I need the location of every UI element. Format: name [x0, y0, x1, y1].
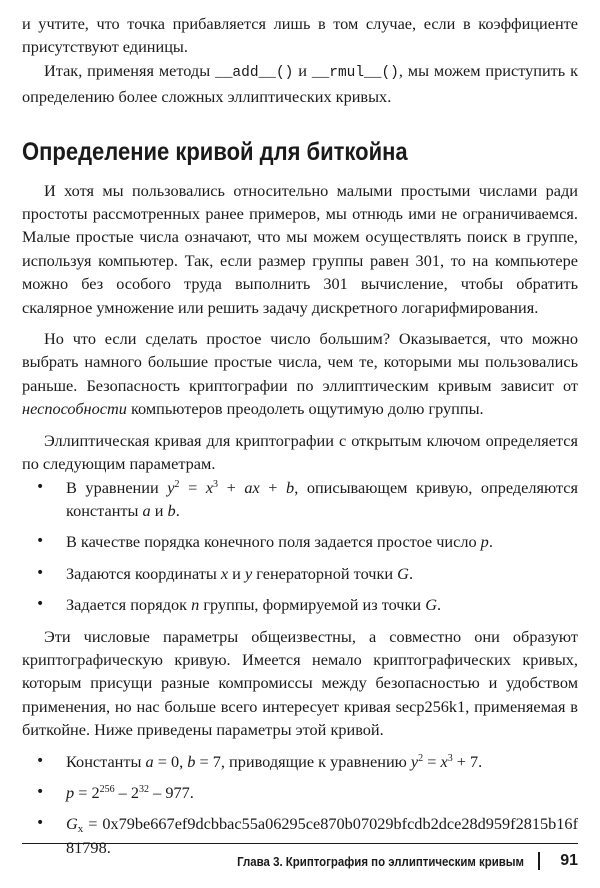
text-run: +: [218, 477, 245, 497]
math-var: a: [142, 500, 151, 520]
page-footer: [22, 852, 578, 870]
page-number: 91: [560, 852, 578, 869]
text-run: .: [488, 532, 493, 552]
text-run: Итак, применяя методы: [44, 60, 216, 80]
emphasis-text: неспособности: [22, 399, 127, 419]
code-add: __add__(): [215, 64, 294, 81]
text-run: =: [179, 477, 206, 497]
math-var: n: [191, 595, 200, 615]
list-item: [22, 593, 578, 616]
text-run: =: [423, 751, 441, 771]
text-run: компьютеров преодолеть ощутимую долю группы.: [126, 399, 484, 419]
math-sup: 256: [99, 783, 115, 795]
math-sup: 3: [447, 752, 453, 764]
section-heading: Определение кривой для биткойна: [22, 137, 408, 166]
paragraph-secp256k1: Эти числовые параметры общеизвестны, а совместно они образуют криптографическую кривую. Имеется немало криптографических кривых, которым присущи разные компромиссы между безопасностью и удобством применения, но нас больше всего интересует кривая secp256k1, применяемая в биткойне. Ниже приведены параметры этой кривой.: [22, 626, 578, 740]
text-run: + 7.: [452, 751, 483, 771]
text-run: , мы можем приступить к определению более сложных эллиптических кривых.: [22, 60, 579, 107]
paragraph-params-intro: Эллиптическая кривая для криптографии с открытым ключом определяется по следующим параметрам.: [22, 430, 578, 474]
paragraph-small-primes: И хотя мы пользовались относительно малыми простыми числами ради простоты рассмотренных ранее примеров, мы отнюдь ими не ограничиваемся. Малые простые числа означают, что мы можем осуществлять поиск в группе, используя компьютер. Так, если размер группы равен 301, то на компьютере можно без особого труда выполнить 301 вычисление, чтобы обратить скалярное умножение или решить задачу дискретного логарифмирования.: [22, 180, 578, 317]
bullet-icon: •: [36, 596, 45, 613]
math-var: b: [187, 751, 196, 771]
math-var: y: [410, 751, 419, 771]
list-item: [22, 562, 578, 585]
text-run: = 2: [74, 782, 100, 802]
paragraph-intro: и учтите, что точка прибавляется лишь в том случае, если в коэффициенте присутствуют единицы.: [22, 14, 578, 57]
math-sup: 3: [213, 478, 219, 490]
curve-params-list: [22, 476, 578, 617]
text-run: – 977.: [149, 782, 194, 802]
bullet-icon: •: [36, 783, 45, 800]
text-run: – 2: [114, 782, 140, 802]
bullet-icon: •: [36, 564, 45, 581]
generator-x-value: = 0x79be667ef9dcbbac55a06295ce870b07029bfcdb2dce28d959f2815b16f81798.: [66, 814, 578, 857]
page-body: [22, 12, 578, 859]
text-run: В качестве порядка конечного поля задается простое число: [66, 532, 481, 552]
list-item: [22, 530, 578, 553]
math-sub: x: [77, 823, 84, 836]
text-run: = 7, приводящие к уравнению: [195, 751, 411, 771]
text-run: и: [293, 60, 312, 80]
list-item: [22, 781, 578, 804]
footer-divider: [22, 843, 578, 844]
math-var: y: [244, 563, 253, 583]
bullet-icon: •: [36, 478, 45, 495]
chapter-title: Глава 3. Криптография по эллиптическим кривым: [237, 853, 524, 869]
text-run: генераторной точки: [252, 563, 398, 583]
text-run: В уравнении: [66, 477, 168, 497]
math-sup: 2: [174, 478, 180, 490]
math-var: p: [480, 532, 489, 552]
paragraph-big-primes: [22, 327, 578, 421]
math-var: b: [167, 500, 176, 520]
math-var: G: [425, 595, 437, 615]
bullet-icon: •: [36, 815, 45, 832]
bullet-icon: •: [36, 533, 45, 550]
text-run: Задаются координаты: [66, 563, 221, 583]
math-sup: 32: [139, 783, 150, 795]
text-run: .: [408, 563, 414, 583]
math-var: G: [397, 563, 409, 583]
math-var: x: [205, 477, 214, 497]
math-var: p: [66, 782, 75, 802]
math-var: x: [440, 751, 448, 771]
text-run: и: [150, 500, 168, 520]
list-item: [22, 750, 578, 773]
text-run: Константы: [66, 751, 146, 771]
text-run: , описывающем кривую, определяются константы: [66, 477, 578, 520]
math-var: ax: [244, 477, 260, 497]
text-run: .: [436, 595, 442, 615]
text-run: и: [228, 563, 245, 583]
footer-separator: [538, 852, 540, 870]
math-var: G: [66, 814, 78, 834]
text-run: Но что если сделать простое число большим? Оказывается, что можно выбрать намного большие простые числа, чем те, которыми мы пользовались раньше. Безопасность криптографии по эллиптическим кривым зависит от: [22, 329, 578, 395]
text-run: = 0,: [153, 751, 188, 771]
text-run: .: [175, 500, 180, 520]
math-sup: 2: [418, 752, 424, 764]
text-run: +: [259, 477, 287, 497]
math-var: b: [286, 477, 295, 497]
code-rmul: __rmul__(): [311, 64, 399, 81]
text-run: группы, формируемой из точки: [199, 595, 426, 615]
paragraph-methods: [22, 59, 578, 109]
text-run: Задается порядок: [66, 595, 192, 615]
math-var: x: [220, 563, 229, 583]
list-item: [22, 476, 578, 523]
math-var: y: [167, 477, 175, 497]
math-var: a: [145, 751, 154, 771]
bullet-icon: •: [36, 752, 45, 769]
